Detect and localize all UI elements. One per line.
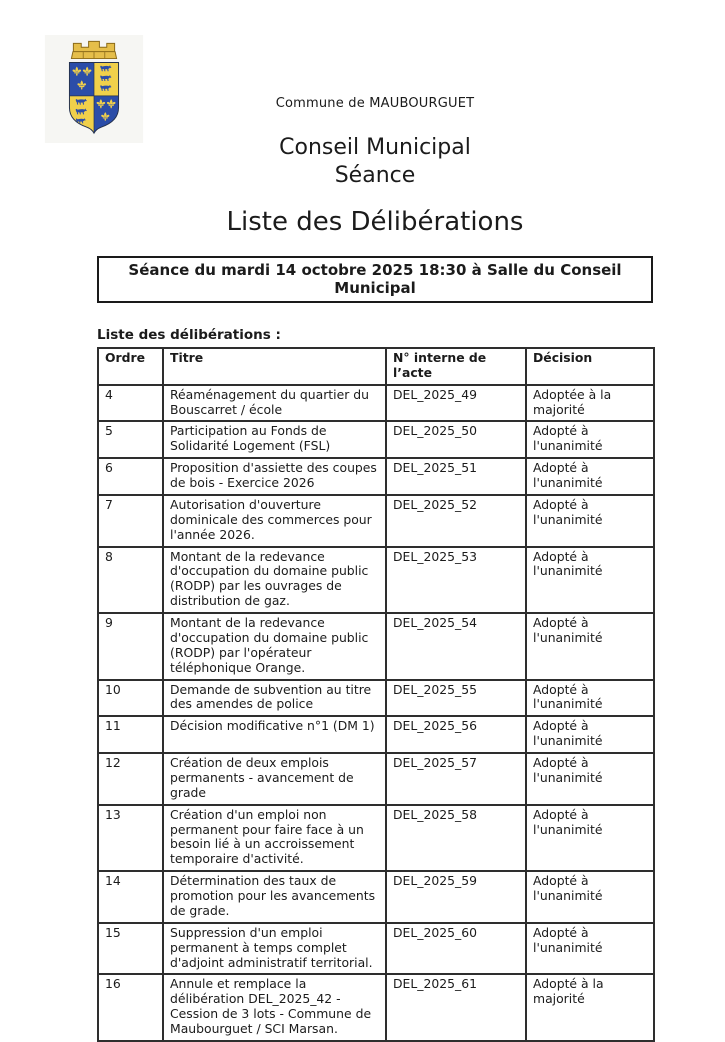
cell-ordre: 9 (98, 613, 163, 680)
cell-ordre: 13 (98, 805, 163, 872)
table-row (98, 716, 654, 753)
table-row (98, 385, 654, 422)
document-title (97, 134, 653, 190)
cell-ordre: 12 (98, 753, 163, 805)
column-header-titre: Titre (163, 348, 386, 385)
table-row (98, 613, 654, 680)
cell-titre: Création de deux emplois permanents - avancement de grade (163, 753, 386, 805)
table-row (98, 458, 654, 495)
cell-decision: Adopté à l'unanimité (526, 547, 654, 614)
table-header-row (98, 348, 654, 385)
cell-decision: Adopté à l'unanimité (526, 805, 654, 872)
column-header-decision: Décision (526, 348, 654, 385)
cell-decision: Adopté à l'unanimité (526, 753, 654, 805)
column-header-acte: N° interne de l’acte (386, 348, 526, 385)
cell-ordre: 7 (98, 495, 163, 547)
cell-decision: Adopté à l'unanimité (526, 421, 654, 458)
cell-acte: DEL_2025_53 (386, 547, 526, 614)
cell-titre: Annule et remplace la délibération DEL_2025_42 - Cession de 3 lots - Commune de Maubourguet / SCI Marsan. (163, 974, 386, 1041)
cell-titre: Création d'un emploi non permanent pour faire face à un besoin lié à un accroissement temporaire d'activité. (163, 805, 386, 872)
document-title-line2: Séance (334, 162, 416, 188)
table-row (98, 421, 654, 458)
cell-titre: Proposition d'assiette des coupes de bois - Exercice 2026 (163, 458, 386, 495)
cell-acte: DEL_2025_57 (386, 753, 526, 805)
cell-titre: Décision modificative n°1 (DM 1) (163, 716, 386, 753)
table-row (98, 753, 654, 805)
cell-decision: Adopté à l'unanimité (526, 716, 654, 753)
cell-ordre: 15 (98, 923, 163, 975)
cell-acte: DEL_2025_58 (386, 805, 526, 872)
table-row (98, 547, 654, 614)
cell-titre: Détermination des taux de promotion pour les avancements de grade. (163, 871, 386, 923)
session-banner: Séance du mardi 14 octobre 2025 18:30 à Salle du Conseil Municipal (97, 256, 653, 303)
table-body (98, 385, 654, 1041)
cell-decision: Adopté à l'unanimité (526, 613, 654, 680)
cell-decision: Adoptée à la majorité (526, 385, 654, 422)
table-row (98, 680, 654, 717)
cell-acte: DEL_2025_61 (386, 974, 526, 1041)
table-row (98, 805, 654, 872)
cell-ordre: 11 (98, 716, 163, 753)
deliberations-table (97, 347, 655, 1042)
commune-name: Commune de MAUBOURGUET (275, 96, 475, 111)
cell-decision: Adopté à l'unanimité (526, 458, 654, 495)
cell-acte: DEL_2025_51 (386, 458, 526, 495)
cell-titre: Montant de la redevance d'occupation du domaine public (RODP) par l'opérateur téléphonique Orange. (163, 613, 386, 680)
cell-acte: DEL_2025_54 (386, 613, 526, 680)
table-row (98, 495, 654, 547)
cell-ordre: 8 (98, 547, 163, 614)
cell-ordre: 14 (98, 871, 163, 923)
cell-ordre: 5 (98, 421, 163, 458)
cell-acte: DEL_2025_50 (386, 421, 526, 458)
cell-ordre: 4 (98, 385, 163, 422)
cell-ordre: 10 (98, 680, 163, 717)
page-title: Liste des Délibérations (226, 206, 524, 237)
table-caption: Liste des délibérations : (97, 326, 281, 343)
cell-acte: DEL_2025_55 (386, 680, 526, 717)
document-title-line1: Conseil Municipal (279, 135, 471, 160)
cell-titre: Réaménagement du quartier du Bouscarret / école (163, 385, 386, 422)
header-row (98, 348, 654, 385)
cell-acte: DEL_2025_52 (386, 495, 526, 547)
document-body (97, 0, 653, 1042)
cell-acte: DEL_2025_56 (386, 716, 526, 753)
cell-titre: Demande de subvention au titre des amendes de police (163, 680, 386, 717)
cell-ordre: 6 (98, 458, 163, 495)
cell-titre: Suppression d'un emploi permanent à temps complet d'adjoint administratif territorial. (163, 923, 386, 975)
cell-acte: DEL_2025_60 (386, 923, 526, 975)
cell-acte: DEL_2025_49 (386, 385, 526, 422)
cell-titre: Autorisation d'ouverture dominicale des commerces pour l'année 2026. (163, 495, 386, 547)
column-header-ordre: Ordre (98, 348, 163, 385)
cell-decision: Adopté à l'unanimité (526, 495, 654, 547)
table-row (98, 871, 654, 923)
cell-titre: Montant de la redevance d'occupation du domaine public (RODP) par les ouvrages de distribution de gaz. (163, 547, 386, 614)
cell-titre: Participation au Fonds de Solidarité Logement (FSL) (163, 421, 386, 458)
cell-decision: Adopté à l'unanimité (526, 923, 654, 975)
cell-acte: DEL_2025_59 (386, 871, 526, 923)
cell-ordre: 16 (98, 974, 163, 1041)
table-row (98, 974, 654, 1041)
cell-decision: Adopté à l'unanimité (526, 871, 654, 923)
cell-decision: Adopté à l'unanimité (526, 680, 654, 717)
cell-decision: Adopté à la majorité (526, 974, 654, 1041)
table-row (98, 923, 654, 975)
